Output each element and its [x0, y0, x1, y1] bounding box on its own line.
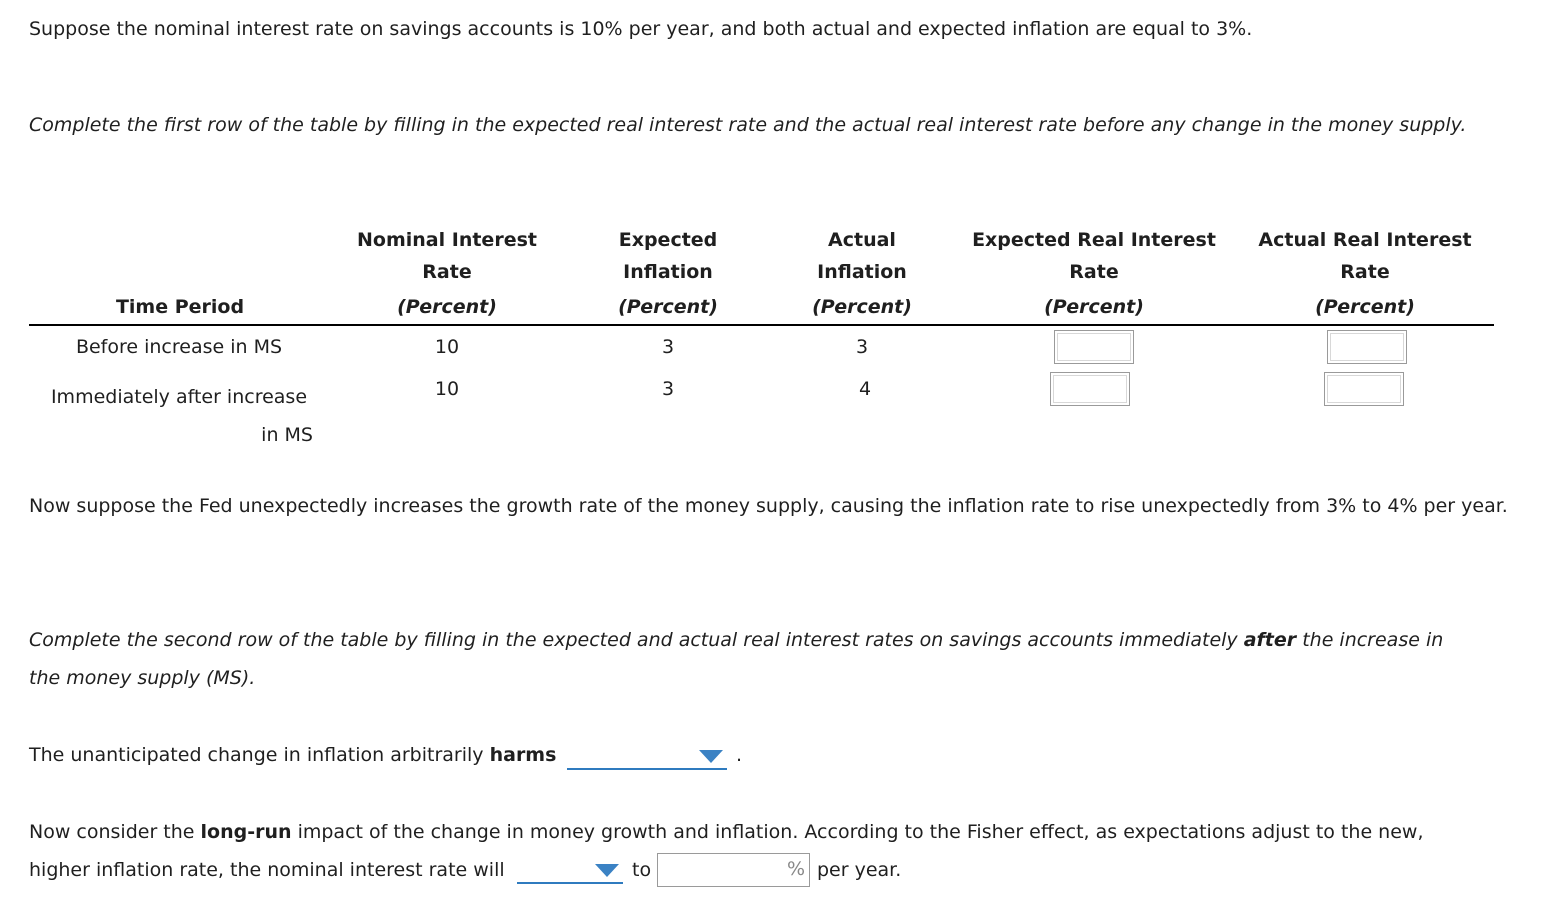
- row2-actual-real-input[interactable]: [1324, 372, 1404, 406]
- header-expected-real: Expected Real Interest Rate (Percent): [972, 229, 1216, 318]
- harms-dropdown[interactable]: [567, 746, 727, 770]
- row2-period: Immediately after increase in MS: [50, 386, 313, 446]
- row1-period: Before increase in MS: [75, 336, 283, 358]
- scenario-text: Now suppose the Fed unexpectedly increases the growth rate of the money supply, causing the inflation rate to rise unexpectedly from 3% to 4% per year.: [29, 495, 1508, 517]
- header-expected-inflation: Expected Inflation (Percent): [618, 229, 718, 318]
- chevron-down-icon: [699, 750, 723, 763]
- row1-expected-real-input[interactable]: [1054, 330, 1134, 364]
- row1-nominal: 10: [434, 336, 460, 358]
- row1-actual-inflation: 3: [855, 336, 869, 358]
- harms-sentence: The unanticipated change in inflation arbitrarily harms: [29, 744, 557, 766]
- header-nominal: Nominal Interest Rate (Percent): [357, 229, 537, 318]
- per-year-label: per year.: [817, 859, 902, 881]
- harms-period: .: [736, 744, 743, 766]
- row2-actual-inflation: 4: [858, 378, 872, 400]
- header-actual-inflation: Actual Inflation (Percent): [812, 229, 912, 318]
- percent-sign: %: [786, 858, 805, 880]
- instruction-row2: Complete the second row of the table by filling in the expected and actual real interest rates on savings accounts immediately after the increase in the money supply (MS).: [29, 629, 1444, 689]
- fisher-to-label: to: [632, 859, 652, 881]
- table-header-rule: [29, 324, 1494, 326]
- chevron-down-icon: [595, 864, 619, 877]
- row2-expected-inflation: 3: [661, 378, 675, 400]
- instruction-row1: Complete the first row of the table by filling in the expected real interest rate and the actual real interest rate before any change in the money supply.: [29, 114, 1467, 136]
- row2-nominal: 10: [434, 378, 460, 400]
- fisher-direction-dropdown[interactable]: [517, 860, 623, 884]
- header-time-period: Time Period: [115, 296, 245, 318]
- fisher-sentence: Now consider the long-run impact of the change in money growth and inflation. According to the Fisher effect, as expectations adjust to the new, higher inflation rate, the nominal interest rate will: [29, 821, 1424, 881]
- fisher-rate-input[interactable]: [657, 853, 810, 887]
- intro-text: Suppose the nominal interest rate on savings accounts is 10% per year, and both actual and expected inflation are equal to 3%.: [29, 18, 1253, 40]
- header-actual-real: Actual Real Interest Rate (Percent): [1258, 229, 1472, 318]
- row2-expected-real-input[interactable]: [1050, 372, 1130, 406]
- row1-actual-real-input[interactable]: [1327, 330, 1407, 364]
- row1-expected-inflation: 3: [661, 336, 675, 358]
